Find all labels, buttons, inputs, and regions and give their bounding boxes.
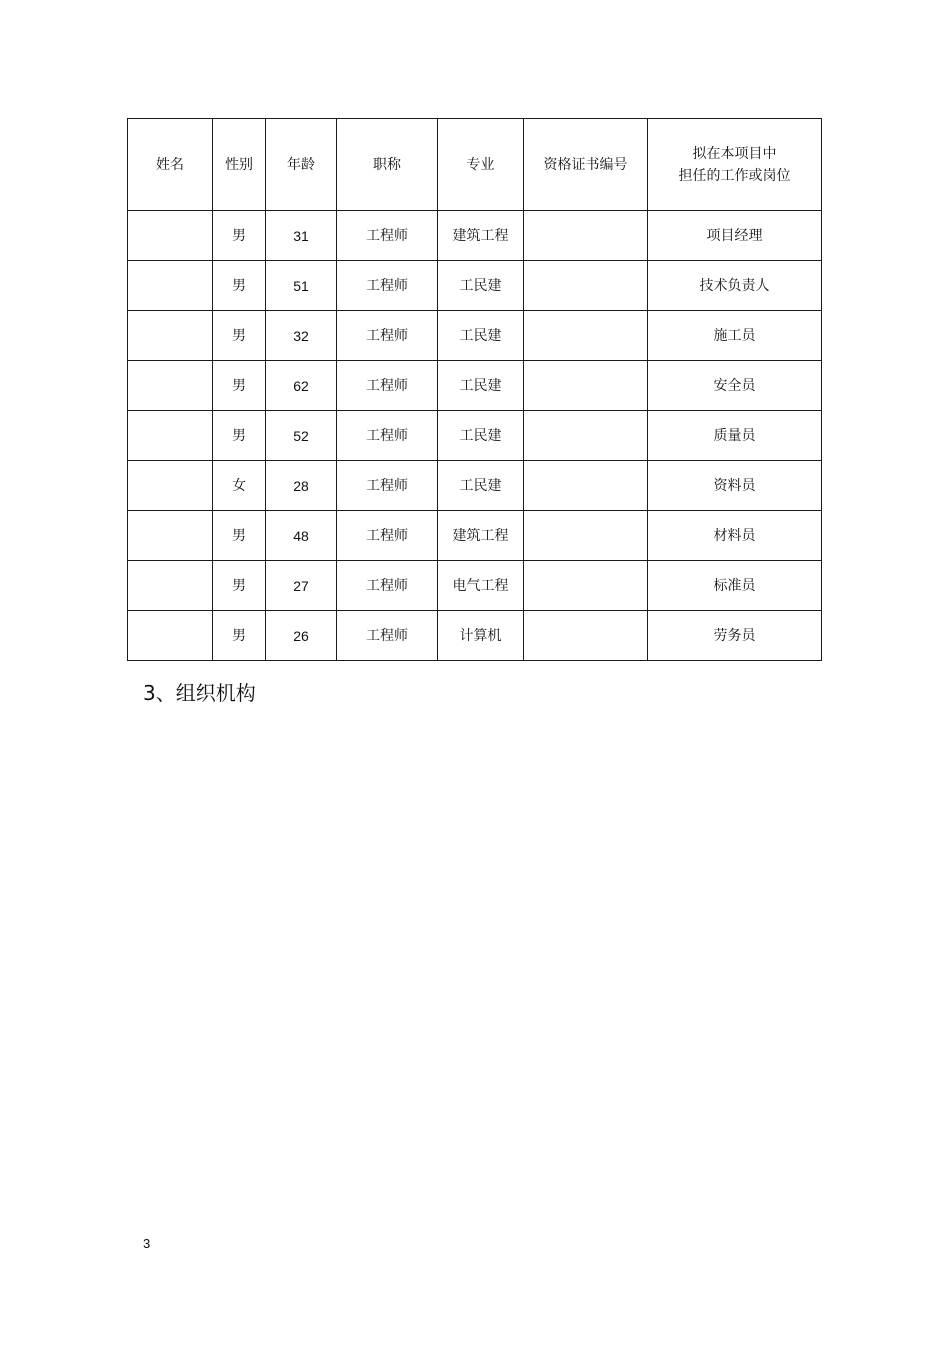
- header-name: 姓名: [128, 119, 213, 211]
- cell-role: 施工员: [648, 311, 822, 361]
- cell-name: [128, 311, 213, 361]
- cell-certificate-no: [524, 411, 648, 461]
- cell-certificate-no: [524, 261, 648, 311]
- cell-title: 工程师: [337, 611, 438, 661]
- cell-major: 工民建: [438, 361, 524, 411]
- cell-name: [128, 211, 213, 261]
- cell-gender: 男: [213, 361, 266, 411]
- table-header-row: [128, 119, 822, 211]
- header-major: 专业: [438, 119, 524, 211]
- cell-name: [128, 361, 213, 411]
- cell-gender: 男: [213, 211, 266, 261]
- cell-name: [128, 561, 213, 611]
- cell-role: 技术负责人: [648, 261, 822, 311]
- table-row: [128, 211, 822, 261]
- cell-title: 工程师: [337, 411, 438, 461]
- cell-certificate-no: [524, 511, 648, 561]
- cell-age: 27: [266, 561, 337, 611]
- cell-gender: 男: [213, 611, 266, 661]
- cell-name: [128, 411, 213, 461]
- cell-role: 标准员: [648, 561, 822, 611]
- cell-role: 材料员: [648, 511, 822, 561]
- cell-gender: 男: [213, 261, 266, 311]
- table-row: [128, 311, 822, 361]
- cell-title: 工程师: [337, 211, 438, 261]
- cell-gender: 男: [213, 511, 266, 561]
- cell-age: 52: [266, 411, 337, 461]
- cell-major: 工民建: [438, 411, 524, 461]
- cell-gender: 男: [213, 411, 266, 461]
- cell-age: 48: [266, 511, 337, 561]
- cell-title: 工程师: [337, 311, 438, 361]
- cell-major: 计算机: [438, 611, 524, 661]
- cell-age: 28: [266, 461, 337, 511]
- staff-table: [127, 118, 822, 661]
- cell-major: 电气工程: [438, 561, 524, 611]
- cell-age: 62: [266, 361, 337, 411]
- cell-role: 项目经理: [648, 211, 822, 261]
- cell-title: 工程师: [337, 361, 438, 411]
- cell-gender: 男: [213, 311, 266, 361]
- table-row: [128, 361, 822, 411]
- cell-major: 建筑工程: [438, 511, 524, 561]
- cell-major: 工民建: [438, 261, 524, 311]
- header-role-line1: 拟在本项目中: [692, 145, 777, 162]
- cell-certificate-no: [524, 211, 648, 261]
- cell-role: 资料员: [648, 461, 822, 511]
- cell-certificate-no: [524, 311, 648, 361]
- cell-role: 安全员: [648, 361, 822, 411]
- cell-certificate-no: [524, 461, 648, 511]
- cell-title: 工程师: [337, 561, 438, 611]
- cell-age: 51: [266, 261, 337, 311]
- cell-title: 工程师: [337, 461, 438, 511]
- table-row: [128, 461, 822, 511]
- cell-gender: 女: [213, 461, 266, 511]
- cell-major: 工民建: [438, 461, 524, 511]
- cell-name: [128, 511, 213, 561]
- cell-age: 32: [266, 311, 337, 361]
- cell-age: 31: [266, 211, 337, 261]
- table-row: [128, 511, 822, 561]
- cell-gender: 男: [213, 561, 266, 611]
- table-row: [128, 561, 822, 611]
- header-gender: 性别: [213, 119, 266, 211]
- header-title: 职称: [337, 119, 438, 211]
- cell-title: 工程师: [337, 511, 438, 561]
- table-row: [128, 411, 822, 461]
- cell-name: [128, 611, 213, 661]
- cell-certificate-no: [524, 611, 648, 661]
- cell-age: 26: [266, 611, 337, 661]
- header-role: [648, 119, 822, 211]
- cell-role: 质量员: [648, 411, 822, 461]
- section-heading: 3、组织机构: [143, 681, 256, 705]
- table-row: [128, 611, 822, 661]
- table-row: [128, 261, 822, 311]
- cell-major: 建筑工程: [438, 211, 524, 261]
- cell-title: 工程师: [337, 261, 438, 311]
- header-age: 年龄: [266, 119, 337, 211]
- cell-certificate-no: [524, 361, 648, 411]
- header-certificate-no: 资格证书编号: [524, 119, 648, 211]
- cell-name: [128, 261, 213, 311]
- page-number: 3: [143, 1236, 151, 1251]
- cell-certificate-no: [524, 561, 648, 611]
- cell-name: [128, 461, 213, 511]
- cell-major: 工民建: [438, 311, 524, 361]
- header-role-line2: 担任的工作或岗位: [678, 167, 791, 184]
- cell-role: 劳务员: [648, 611, 822, 661]
